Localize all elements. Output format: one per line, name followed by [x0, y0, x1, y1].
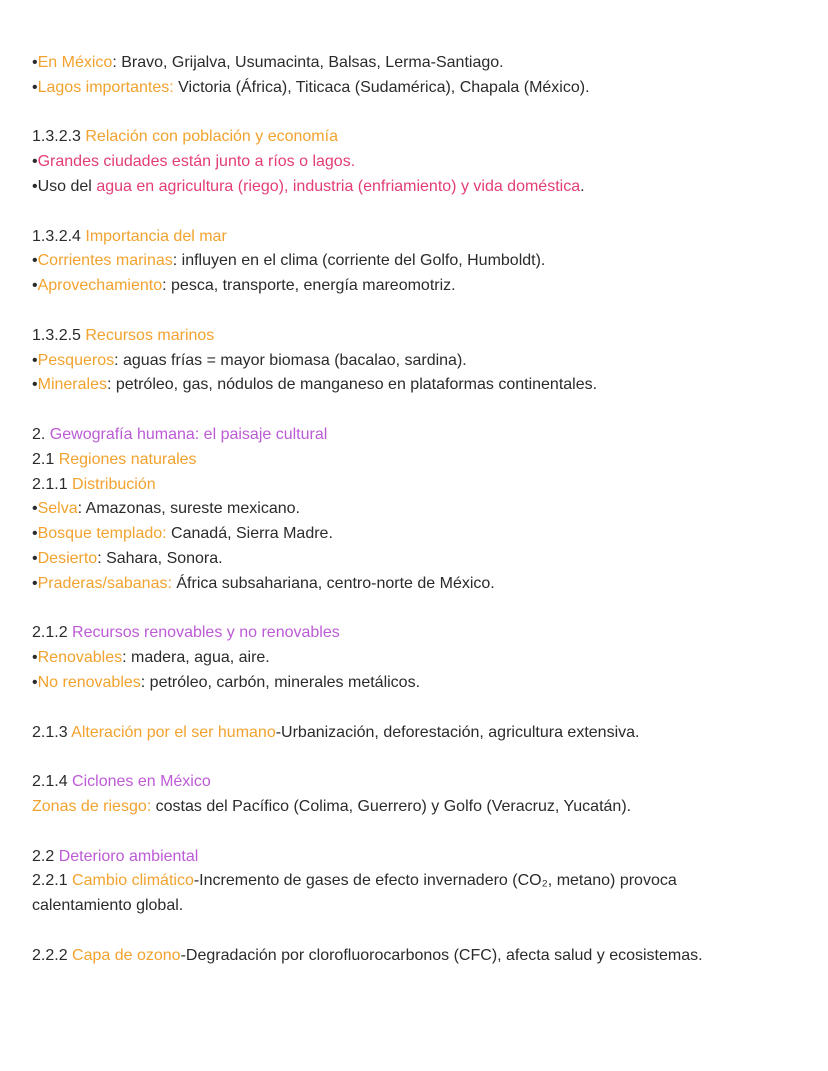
section-heading — [32, 944, 796, 969]
bullet: • — [32, 54, 38, 71]
section-number: 2. — [32, 425, 50, 443]
description: : Sahara, Sonora. — [97, 549, 223, 567]
description: -Degradación por clorofluorocarbonos (CFC), afecta salud y ecosistemas. — [180, 946, 703, 964]
bullet-line — [32, 572, 796, 597]
description: . — [580, 177, 585, 195]
term: Aprovechamiento — [37, 277, 163, 295]
section-heading — [32, 423, 796, 448]
bullet: • — [32, 153, 38, 171]
highlight-text: Grandes ciudades están junto a ríos o lagos. — [37, 153, 356, 171]
section-heading — [32, 125, 796, 150]
section-heading — [32, 621, 796, 646]
term: En México — [37, 54, 113, 71]
section-heading — [32, 225, 796, 250]
section-number: 1.3.2.5 — [32, 326, 86, 344]
description: Uso del — [37, 177, 97, 195]
term: Bosque templado: — [37, 525, 167, 543]
description: costas del Pacífico (Colima, Guerrero) y Golfo (Veracruz, Yucatán). — [151, 797, 632, 815]
bullet: • — [32, 549, 38, 567]
term: Pesqueros — [37, 351, 115, 369]
section-heading — [32, 448, 796, 473]
section-title: Capa de ozono — [72, 946, 181, 964]
section-number: 2.1 — [32, 450, 59, 468]
description: : petróleo, gas, nódulos de manganeso en plataformas continentales. — [106, 376, 598, 394]
section-number: 2.2 — [32, 847, 59, 865]
bullet: • — [32, 673, 38, 691]
section-title: Recursos marinos — [85, 326, 215, 344]
description: -Urbanización, deforestación, agricultura extensiva. — [275, 723, 640, 741]
bullet-line — [32, 349, 796, 374]
description: África subsahariana, centro-norte de México. — [171, 574, 495, 592]
description: Victoria (África), Titicaca (Sudamérica), Chapala (México). — [173, 78, 590, 96]
bullet-line — [32, 671, 796, 696]
highlight-text: agua en agricultura (riego), industria (enfriamiento) y vida doméstica — [96, 177, 581, 195]
section-number: 2.1.4 — [32, 773, 73, 791]
bullet: • — [32, 525, 38, 543]
section-number: 2.1.1 — [32, 475, 73, 493]
section-number: 2.1.3 — [32, 723, 72, 741]
section-title: Regiones naturales — [58, 450, 197, 468]
bullet: • — [32, 500, 38, 518]
bullet-line — [32, 497, 796, 522]
section-heading — [32, 770, 796, 795]
bullet-line — [32, 547, 796, 572]
bullet-line — [32, 646, 796, 671]
section-title: Distribución — [72, 475, 156, 493]
section-number: 2.1.2 — [32, 624, 73, 642]
section-number: 1.3.2.4 — [32, 227, 86, 245]
bullet: • — [32, 574, 38, 592]
description: : pesca, transporte, energía mareomotriz. — [162, 277, 456, 295]
bullet: • — [32, 376, 38, 394]
term: Lagos importantes: — [37, 78, 174, 96]
description: : madera, agua, aire. — [122, 649, 270, 667]
term: Praderas/sabanas: — [37, 574, 172, 592]
bullet-line — [32, 249, 796, 274]
section-heading — [32, 473, 796, 498]
term: Minerales — [37, 376, 107, 394]
section-title: Cambio climático — [72, 872, 194, 890]
section-title: Recursos renovables y no renovables — [72, 624, 340, 642]
description: -Incremento de gases de efecto invernadero (CO₂, metano) provoca — [193, 872, 677, 890]
section-number: 1.3.2.3 — [32, 128, 86, 146]
bullet-line — [32, 150, 796, 175]
section-title: Gewografía humana: el paisaje cultural — [49, 425, 328, 443]
bullet-line — [32, 373, 796, 398]
term: Corrientes marinas — [37, 252, 173, 270]
section-title: Alteración por el ser humano — [71, 723, 276, 741]
bullet: • — [32, 277, 38, 295]
section-title: Deterioro ambiental — [58, 847, 199, 865]
bullet-line — [32, 274, 796, 299]
bullet-line — [32, 51, 796, 76]
bullet: • — [32, 252, 38, 270]
bullet: • — [32, 351, 38, 369]
section-number: 2.2.2 — [32, 946, 73, 964]
section-title: Relación con población y economía — [85, 128, 338, 146]
bullet: • — [32, 177, 38, 195]
section-number: 2.2.1 — [32, 872, 73, 890]
section-heading — [32, 721, 796, 746]
description: : Amazonas, sureste mexicano. — [77, 500, 300, 518]
text-line — [32, 795, 796, 820]
section-heading — [32, 869, 796, 894]
description: Canadá, Sierra Madre. — [166, 525, 333, 543]
description: : influyen en el clima (corriente del Golfo, Humboldt). — [172, 252, 546, 270]
section-title: Importancia del mar — [85, 227, 227, 245]
term: Zonas de riesgo: — [32, 797, 152, 815]
bullet-line — [32, 175, 796, 200]
section-title: Ciclones en México — [72, 773, 211, 791]
section-heading — [32, 324, 796, 349]
term: Renovables — [37, 649, 123, 667]
bullet-line — [32, 522, 796, 547]
term: Selva — [37, 500, 78, 518]
bullet-line — [32, 76, 796, 101]
bullet: • — [32, 649, 38, 667]
description: : aguas frías = mayor biomasa (bacalao, sardina). — [114, 351, 467, 369]
description: : Bravo, Grijalva, Usumacinta, Balsas, Lerma-Santiago. — [112, 54, 504, 71]
section-heading — [32, 845, 796, 870]
description: : petróleo, carbón, minerales metálicos. — [140, 673, 421, 691]
text-line — [32, 894, 796, 919]
bullet: • — [32, 78, 38, 96]
term: Desierto — [37, 549, 98, 567]
term: No renovables — [37, 673, 141, 691]
description: calentamiento global. — [32, 897, 184, 915]
